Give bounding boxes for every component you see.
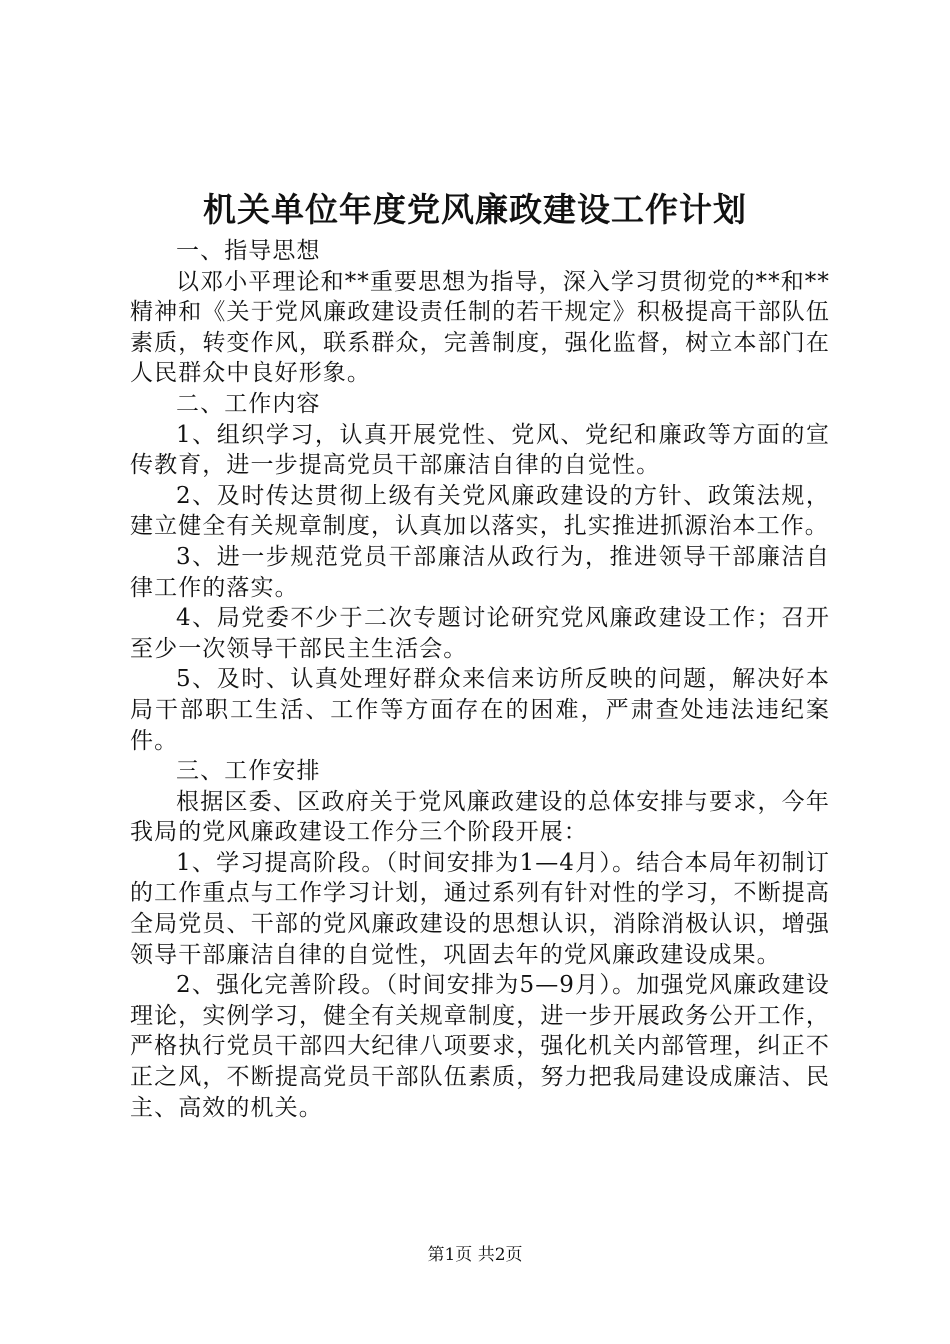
page-footer: 第1页 共2页 xyxy=(427,1245,523,1265)
paragraph: 5、及时、认真处理好群众来信来访所反映的问题，解决好本局干部职工生活、工作等方面存在的困难，严肃查处违法违纪案件。 xyxy=(130,666,830,754)
paragraph: 2、及时传达贯彻上级有关党风廉政建设的方针、政策法规，建立健全有关规章制度，认真加以落实，扎实推进抓源治本工作。 xyxy=(130,482,830,540)
paragraph: 2、强化完善阶段。（时间安排为5—9月）。加强党风廉政建设理论，实例学习，健全有关规章制度，进一步开展政务公开工作，严格执行党员干部四大纪律八项要求，强化机关内部管理，纠正不正之风，不断提高党员干部队伍素质，努力把我局建设成廉洁、民主、高效的机关。 xyxy=(130,972,830,1121)
paragraph: 1、学习提高阶段。（时间安排为1—4月）。结合本局年初制订的工作重点与工作学习计划，通过系列有针对性的学习，不断提高全局党员、干部的党风廉政建设的思想认识，消除消极认识，增强领导干部廉洁自律的自觉性，巩固去年的党风廉政建设成果。 xyxy=(130,849,830,968)
paragraph: 以邓小平理论和**重要思想为指导，深入学习贯彻党的**和**精神和《关于党风廉政建设责任制的若干规定》积极提高干部队伍素质，转变作风，联系群众，完善制度，强化监督，树立本部门在人民群众中良好形象。 xyxy=(130,268,830,387)
heading-work-arrangement: 三、工作安排 xyxy=(176,758,321,785)
paragraph: 1、组织学习，认真开展党性、党风、党纪和廉政等方面的宣传教育，进一步提高党员干部廉洁自律的自觉性。 xyxy=(130,421,830,479)
paragraph: 3、进一步规范党员干部廉洁从政行为，推进领导干部廉洁自律工作的落实。 xyxy=(130,543,830,601)
document-body xyxy=(130,236,830,1123)
paragraph: 4、局党委不少于二次专题讨论研究党风廉政建设工作；召开至少一次领导干部民主生活会。 xyxy=(130,605,830,662)
heading-work-content: 二、工作内容 xyxy=(176,390,321,417)
heading-guiding-thought: 一、指导思想 xyxy=(176,238,321,264)
paragraph: 根据区委、区政府关于党风廉政建设的总体安排与要求，今年我局的党风廉政建设工作分三个阶段开展： xyxy=(130,788,830,846)
document-title: 机关单位年度党风廉政建设工作计划 xyxy=(203,190,747,229)
